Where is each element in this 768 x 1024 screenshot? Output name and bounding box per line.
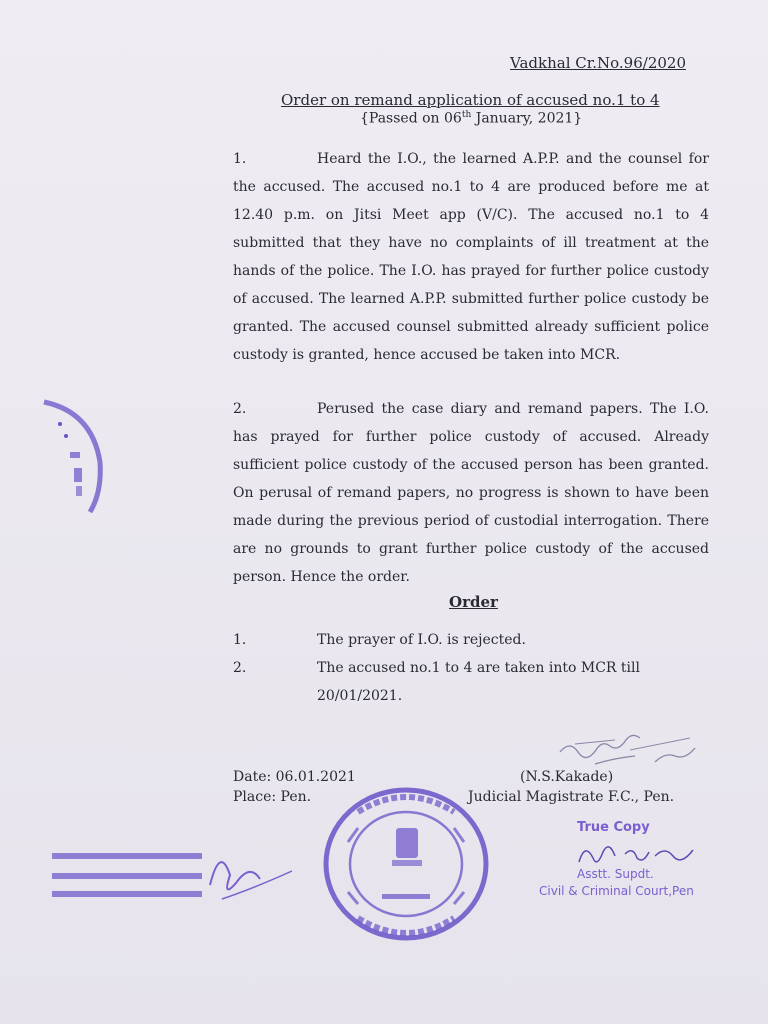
order-item-text: The prayer of I.O. is rejected.	[317, 632, 526, 648]
magistrate-designation: Judicial Magistrate F.C., Pen.	[468, 789, 675, 805]
subtitle-suffix: January, 2021}	[471, 110, 583, 127]
order-item-number: 1.	[233, 632, 247, 648]
court-name-label: Civil & Criminal Court,Pen	[539, 884, 694, 898]
paragraph-1	[233, 145, 709, 369]
order-title: Order on remand application of accused no.1 to 4	[281, 91, 660, 109]
paragraph-2	[233, 395, 709, 591]
order-heading: Order	[449, 593, 498, 611]
left-margin-stamp-icon	[36, 392, 108, 517]
order-item-2-continuation: 20/01/2021.	[317, 688, 403, 704]
court-seal-stamp-icon	[318, 782, 496, 947]
order-place: Place: Pen.	[233, 789, 312, 805]
order-item-2	[233, 654, 640, 682]
asstt-supdt-label: Asstt. Supdt.	[577, 867, 654, 881]
case-number: Vadkhal Cr.No.96/2020	[510, 54, 687, 72]
order-item-text: The accused no.1 to 4 are taken into MCR till	[317, 660, 640, 676]
order-date-subtitle	[360, 110, 582, 127]
paragraph-text: Perused the case diary and remand papers. The I.O. has prayed for further police custody of accused. Already sufficient police custody of the accused person has been granted. On perusal of remand papers, no progress is shown to have been made during the previous period of custodial interrogation. There are no grounds to grant further police custody of the accused person. Hence the order.	[233, 401, 709, 585]
magistrate-name: (N.S.Kakade)	[520, 769, 614, 785]
subtitle-prefix: {Passed on 06	[360, 110, 462, 127]
order-item-number: 2.	[233, 660, 247, 676]
paragraph-number: 2.	[233, 401, 247, 417]
order-item-1	[233, 626, 526, 654]
subtitle-sup: th	[461, 110, 472, 120]
clerk-stamp-icon	[52, 845, 297, 907]
paragraph-number: 1.	[233, 151, 247, 167]
paragraph-text: Heard the I.O., the learned A.P.P. and the counsel for the accused. The accused no.1 to 4 are produced before me at 12.40 p.m. on Jitsi Meet app (V/C). The accused no.1 to 4 submitted that they have no complaints of ill treatment at the hands of the police. The I.O. has prayed for further police custody of accused. The learned A.P.P. submitted further police custody be granted. The accused counsel submitted already sufficient police custody is granted, hence accused be taken into MCR.	[233, 151, 709, 363]
order-date: Date: 06.01.2021	[233, 769, 356, 785]
signature-icon	[555, 722, 705, 782]
true-copy-stamp: True Copy	[577, 820, 650, 835]
